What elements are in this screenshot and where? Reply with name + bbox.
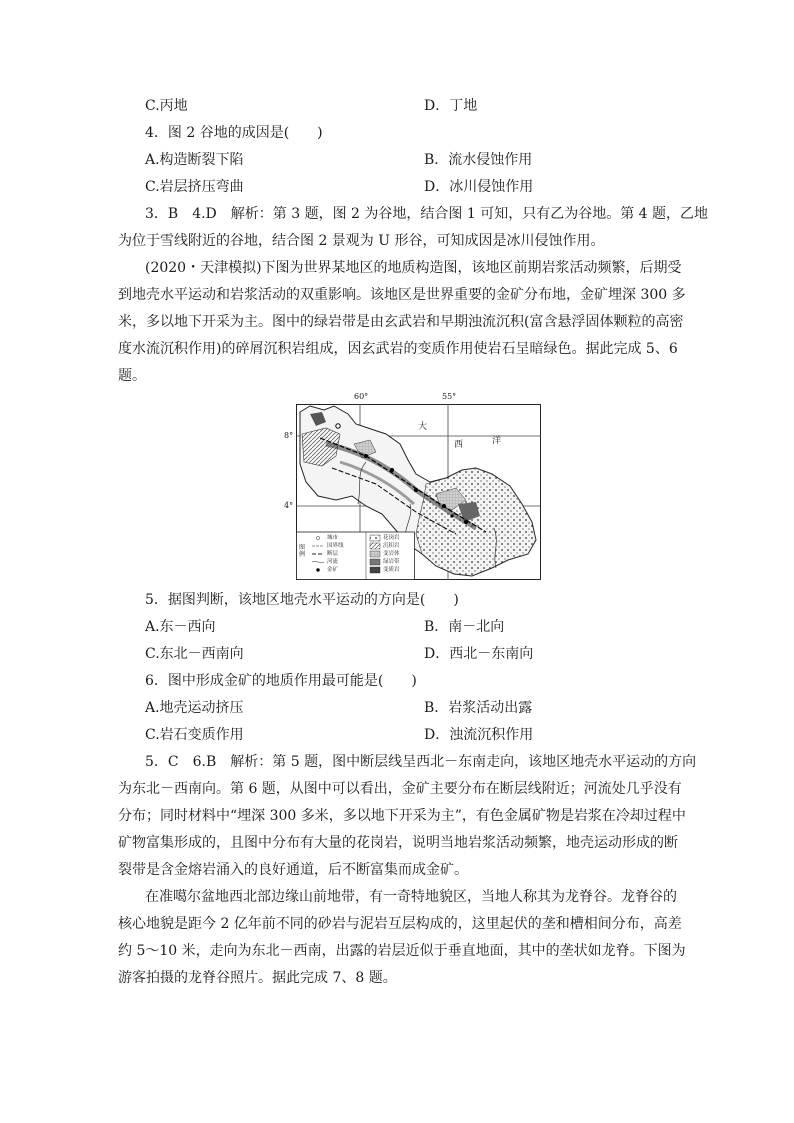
passage-2-line-3: 约 5～10 米，走向为东北－西南，出露的岩层近似于垂直地面，其中的垄状如龙脊。下图为 xyxy=(118,943,686,959)
legend-right-1: 花岗岩 xyxy=(383,535,400,541)
q3-option-c: C.丙地 xyxy=(145,98,188,114)
latitude-label-8: 8° xyxy=(284,431,294,440)
ocean-label-2: 西 xyxy=(454,440,464,450)
legend-right-4: 绿岩带 xyxy=(383,559,400,565)
passage-2-line-4: 游客拍摄的龙脊谷照片。据此完成 7、8 题。 xyxy=(118,970,397,986)
passage-2-line-1: 在准噶尔盆地西北部边缘山前地带，有一奇特地貌区，当地人称其为龙脊谷。龙脊谷的 xyxy=(145,889,677,905)
answer-3-4-line-2: 为位于雪线附近的谷地，结合图 2 景观为 U 形谷，可知成因是冰川侵蚀作用。 xyxy=(118,233,605,249)
answer-5-6-line-5: 裂带是含金熔岩涌入的良好通道，后不断富集而成金矿。 xyxy=(118,862,468,878)
q4-option-c: C.岩层挤压弯曲 xyxy=(145,179,244,195)
q4-stem: 4．图 2 谷地的成因是( ) xyxy=(145,125,323,141)
passage-1-line-4: 度水流沉积作用)的碎屑沉积岩组成，因玄武岩的变质作用使岩石呈暗绿色。据此完成 5、6 xyxy=(118,341,678,357)
q6-stem: 6．图中形成金矿的地质作用最可能是( ) xyxy=(145,673,417,689)
legend-left-1: 城市 xyxy=(327,535,339,541)
q4-option-d: D．冰川侵蚀作用 xyxy=(424,179,534,195)
q5-stem: 5．据图判断，该地区地壳水平运动的方向是( ) xyxy=(145,592,459,608)
q4-option-a: A.构造断裂下陷 xyxy=(145,152,244,168)
answer-5-6-line-2: 为东北－西南向。第 6 题，从图中可以看出，金矿主要分布在断层线附近；河流处几乎没有 xyxy=(118,781,682,797)
legend-left-3: 断层 xyxy=(327,551,339,557)
passage-1-line-2: 到地壳水平运动和岩浆活动的双重影响。该地区是世界重要的金矿分布地，金矿埋深 300 多 xyxy=(118,287,686,303)
q6-option-a: A.地壳运动挤压 xyxy=(145,700,244,716)
q6-option-d: D．浊流沉积作用 xyxy=(424,727,534,743)
legend-left-5: 金矿 xyxy=(327,567,339,573)
passage-1-line-1: (2020・天津模拟)下图为世界某地区的地质构造图，该地区前期岩浆活动频繁，后期受 xyxy=(145,260,682,276)
q6-option-c: C.岩石变质作用 xyxy=(145,727,244,743)
legend-right-3: 变岩体 xyxy=(383,551,400,557)
answer-5-6-line-3: 分布；同时材料中“埋深 300 多米，多以地下开采为主”，有色金属矿物是岩浆在冷却过程中 xyxy=(118,808,686,824)
longitude-label-60: 60° xyxy=(354,392,369,401)
q4-option-b: B．流水侵蚀作用 xyxy=(424,152,533,168)
longitude-label-55: 55° xyxy=(442,392,457,401)
q6-option-b: B．岩浆活动出露 xyxy=(424,700,533,716)
q5-option-d: D．西北－东南向 xyxy=(424,646,534,662)
legend-left-2: 国界线 xyxy=(327,543,344,549)
ocean-label-1: 大 xyxy=(418,422,428,432)
legend-left-4: 河流 xyxy=(327,559,339,565)
latitude-label-4: 4° xyxy=(284,501,294,510)
geologic-map xyxy=(284,392,541,580)
q5-option-a: A.东－西向 xyxy=(145,619,216,635)
q5-option-b: B．南－北向 xyxy=(424,619,505,635)
legend-right-2: 沉积岩 xyxy=(383,543,400,549)
answer-5-6-line-4: 矿物富集形成的，且图中分布有大量的花岗岩，说明当地岩浆活动频繁，地壳运动形成的断 xyxy=(118,835,678,851)
ocean-label-3: 洋 xyxy=(492,436,502,446)
passage-2-line-2: 核心地貌是距今 2 亿年前不同的砂岩与泥岩互层构成的，这里起伏的垄和槽相间分布，高差 xyxy=(118,916,682,932)
answer-5-6-line-1: 5．C 6.B 解析：第 5 题，图中断层线呈西北－东南走向，该地区地壳水平运动的方向 xyxy=(145,754,697,770)
passage-1-line-5: 题。 xyxy=(118,368,146,384)
passage-1-line-3: 米，多以地下开采为主。图中的绿岩带是由玄武岩和早期浊流沉积(富含悬浮固体颗粒的高密 xyxy=(118,314,684,330)
q3-option-d: D．丁地 xyxy=(424,98,478,114)
answer-3-4-line-1: 3．B 4.D 解析：第 3 题，图 2 为谷地，结合图 1 可知，只有乙为谷地。第 4 题，乙地 xyxy=(145,206,709,222)
q5-option-c: C.东北－西南向 xyxy=(145,646,244,662)
legend-right-5: 变质岩 xyxy=(383,567,400,573)
legend-title: 图例 xyxy=(299,544,306,558)
